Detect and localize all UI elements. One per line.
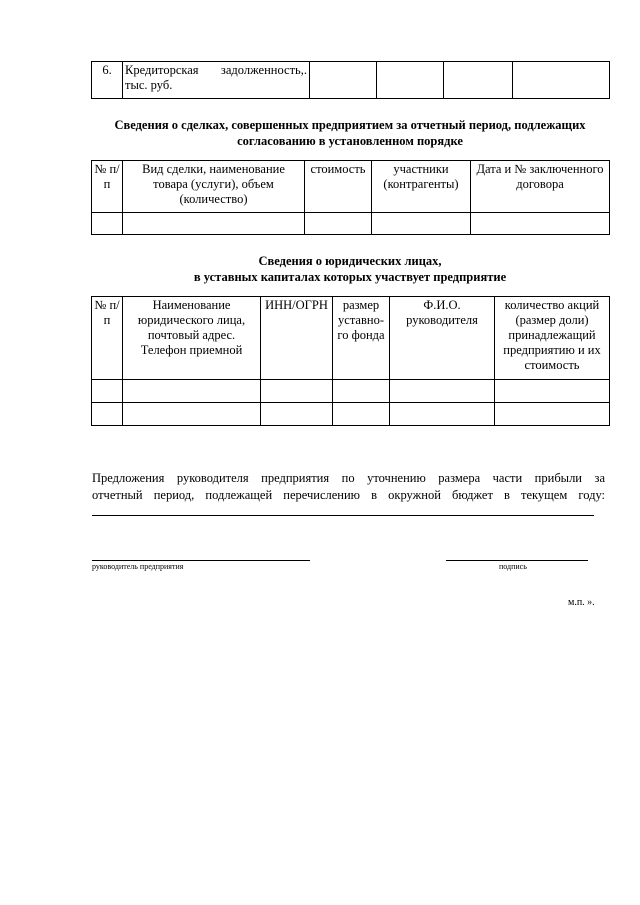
col-header-entity-name: Наименование юридического лица, почтовый адрес. Телефон приемной xyxy=(123,297,261,380)
col-header-shares: количество акций (размер доли) принадлежащий предприятию и их стоимость xyxy=(495,297,610,380)
proposal-fill-line xyxy=(92,515,594,516)
table-cell xyxy=(377,62,444,99)
table-row xyxy=(92,403,610,426)
table-cell xyxy=(471,213,610,235)
stamp-placeholder: м.п. ». xyxy=(568,597,595,608)
table-cell xyxy=(92,213,123,235)
col-header-participants: участники (контрагенты) xyxy=(372,161,471,213)
table-cell xyxy=(305,213,372,235)
table-cell xyxy=(261,403,333,426)
table-cell xyxy=(390,403,495,426)
financial-indicators-table xyxy=(91,61,610,99)
col-header-number: № п/п xyxy=(92,161,123,213)
deals-table xyxy=(91,160,610,235)
signature-line xyxy=(446,560,588,561)
table-cell xyxy=(495,403,610,426)
table-cell xyxy=(310,62,377,99)
table-cell xyxy=(333,403,390,426)
legal-section-title xyxy=(60,253,640,285)
col-header-deal-type: Вид сделки, наименование товара (услуги), объем (количество) xyxy=(123,161,305,213)
table-cell xyxy=(261,380,333,403)
table-cell xyxy=(333,380,390,403)
col-header-director: Ф.И.О. руководителя xyxy=(390,297,495,380)
col-header-charter-fund: размер уставно-го фонда xyxy=(333,297,390,380)
deals-title-line1: Сведения о сделках, совершенных предприятием за отчетный период, подлежащих xyxy=(114,118,586,132)
deals-title-line2: согласованию в установленном порядке xyxy=(237,134,463,148)
signature-caption: подпись xyxy=(499,562,527,571)
proposal-line-1: Предложения руководителя предприятия по уточнению размера части прибыли за xyxy=(92,471,605,485)
table-cell xyxy=(92,403,123,426)
col-header-number: № п/п xyxy=(92,297,123,380)
table-row xyxy=(92,213,610,235)
director-signature-line xyxy=(92,560,310,561)
deals-section-title xyxy=(60,117,640,149)
table-cell xyxy=(123,403,261,426)
table-cell xyxy=(495,380,610,403)
col-header-cost: стоимость xyxy=(305,161,372,213)
proposal-line-2: отчетный период, подлежащей перечислению в окружной бюджет в текущем году: xyxy=(92,488,605,502)
col-header-contract: Дата и № заключенного договора xyxy=(471,161,610,213)
table-cell xyxy=(513,62,610,99)
table-cell xyxy=(444,62,513,99)
table-cell xyxy=(92,380,123,403)
director-caption: руководитель предприятия xyxy=(92,562,184,571)
table-cell xyxy=(372,213,471,235)
table-cell xyxy=(123,380,261,403)
legal-title-line1: Сведения о юридических лицах, xyxy=(258,254,442,268)
legal-title-line2: в уставных капиталах которых участвует предприятие xyxy=(193,270,507,284)
table-cell xyxy=(390,380,495,403)
col-header-inn-ogrn: ИНН/ОГРН xyxy=(261,297,333,380)
legal-entities-table xyxy=(91,296,610,426)
row-number: 6. xyxy=(92,62,123,99)
row-label: Кредиторская задолженность,. тыс. руб. xyxy=(123,62,310,99)
table-cell xyxy=(123,213,305,235)
table-row xyxy=(92,380,610,403)
